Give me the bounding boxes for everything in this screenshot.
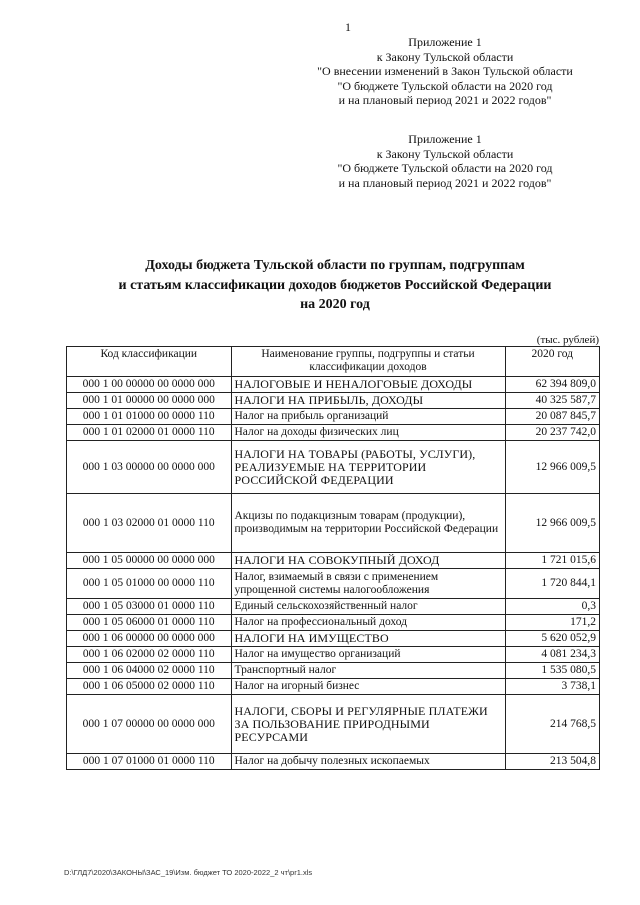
- table-header-row: [67, 347, 600, 377]
- appendix-line: к Закону Тульской области: [376, 49, 514, 64]
- table-row: [67, 663, 600, 679]
- row-code: 000 1 07 00000 00 0000 000: [67, 695, 232, 754]
- row-name: НАЛОГИ НА СОВОКУПНЫЙ ДОХОД: [231, 553, 505, 569]
- row-value: 12 966 009,5: [505, 441, 600, 494]
- page-number: 1: [345, 20, 351, 34]
- row-name: Налог на прибыль организаций: [231, 409, 505, 425]
- table-row: [67, 647, 600, 663]
- title-line: на 2020 год: [300, 297, 370, 312]
- row-code: 000 1 00 00000 00 0000 000: [67, 377, 232, 393]
- row-name: Транспортный налог: [231, 663, 505, 679]
- table-row: [67, 425, 600, 441]
- table-row: [67, 393, 600, 409]
- row-code: 000 1 05 03000 01 0000 110: [67, 599, 232, 615]
- appendix-old-header: [300, 132, 590, 190]
- row-code: 000 1 01 02000 01 0000 110: [67, 425, 232, 441]
- title-line: и статьям классификации доходов бюджетов Российской Федерации: [118, 277, 552, 293]
- row-code: 000 1 05 00000 00 0000 000: [67, 553, 232, 569]
- row-value: 213 504,8: [505, 754, 600, 770]
- row-name: НАЛОГИ НА ПРИБЫЛЬ, ДОХОДЫ: [231, 393, 505, 409]
- row-value: 1 721 015,6: [505, 553, 600, 569]
- appendix-new-header: [300, 35, 590, 108]
- row-value: 20 237 742,0: [505, 425, 600, 441]
- appendix-line: и на плановый период 2021 и 2022 годов": [338, 93, 552, 107]
- row-value: 1 720 844,1: [505, 569, 600, 599]
- header-name: Наименование группы, подгруппы и статьи классификации доходов: [231, 347, 505, 377]
- row-code: 000 1 01 01000 00 0000 110: [67, 409, 232, 425]
- row-name: НАЛОГОВЫЕ И НЕНАЛОГОВЫЕ ДОХОДЫ: [231, 377, 505, 393]
- row-name: Налог на добычу полезных ископаемых: [231, 754, 505, 770]
- row-value: 20 087 845,7: [505, 409, 600, 425]
- table-row: [67, 599, 600, 615]
- table-row: [67, 409, 600, 425]
- appendix-line: и на плановый период 2021 и 2022 годов": [338, 175, 552, 190]
- row-value: 5 620 052,9: [505, 631, 600, 647]
- row-code: 000 1 01 00000 00 0000 000: [67, 393, 232, 409]
- table-row: [67, 377, 600, 393]
- table-row: [67, 615, 600, 631]
- row-name: Единый сельскохозяйственный налог: [231, 599, 505, 615]
- appendix-line: Приложение 1: [408, 132, 482, 146]
- table-row: [67, 695, 600, 754]
- row-code: 000 1 03 02000 01 0000 110: [67, 494, 232, 553]
- header-year: 2020 год: [505, 347, 600, 377]
- title-line: Доходы бюджета Тульской области по группам, подгруппам: [145, 258, 525, 273]
- file-path-footer: D:\ГЛД7\2020\ЗАКОНЫ\ЗАС_19\Изм. бюджет ТО 2020-2022_2 чт\pr1.xls: [64, 868, 313, 877]
- row-code: 000 1 03 00000 00 0000 000: [67, 441, 232, 494]
- appendix-line: "О бюджете Тульской области на 2020 год: [337, 78, 553, 93]
- row-value: 1 535 080,5: [505, 663, 600, 679]
- row-name: Налог на доходы физических лиц: [231, 425, 505, 441]
- table-row: [67, 754, 600, 770]
- row-name: НАЛОГИ, СБОРЫ И РЕГУЛЯРНЫЕ ПЛАТЕЖИ ЗА ПОЛЬЗОВАНИЕ ПРИРОДНЫМИ РЕСУРСАМИ: [231, 695, 505, 754]
- row-value: 214 768,5: [505, 695, 600, 754]
- row-name: Налог на имущество организаций: [231, 647, 505, 663]
- appendix-line: "О бюджете Тульской области на 2020 год: [337, 161, 553, 175]
- row-name: Акцизы по подакцизным товарам (продукции), производимым на территории Российской Федерации: [231, 494, 505, 553]
- table-row: [67, 553, 600, 569]
- income-table: [66, 346, 600, 770]
- document-title: [80, 256, 590, 315]
- row-code: 000 1 06 00000 00 0000 000: [67, 631, 232, 647]
- row-value: 12 966 009,5: [505, 494, 600, 553]
- appendix-line: Приложение 1: [408, 35, 482, 49]
- row-value: 0,3: [505, 599, 600, 615]
- table-row: [67, 569, 600, 599]
- appendix-line: "О внесении изменений в Закон Тульской области: [317, 64, 573, 78]
- row-value: 62 394 809,0: [505, 377, 600, 393]
- row-name: НАЛОГИ НА ИМУЩЕСТВО: [231, 631, 505, 647]
- table-row: [67, 679, 600, 695]
- row-value: 40 325 587,7: [505, 393, 600, 409]
- row-value: 171,2: [505, 615, 600, 631]
- row-code: 000 1 07 01000 01 0000 110: [67, 754, 232, 770]
- row-name: Налог на игорный бизнес: [231, 679, 505, 695]
- row-value: 4 081 234,3: [505, 647, 600, 663]
- row-code: 000 1 06 02000 02 0000 110: [67, 647, 232, 663]
- row-code: 000 1 06 05000 02 0000 110: [67, 679, 232, 695]
- table-row: [67, 441, 600, 494]
- row-code: 000 1 05 01000 00 0000 110: [67, 569, 232, 599]
- row-name: Налог, взимаемый в связи с применением упрощенной системы налогообложения: [231, 569, 505, 599]
- table-row: [67, 494, 600, 553]
- row-name: Налог на профессиональный доход: [231, 615, 505, 631]
- header-code: Код классификации: [67, 347, 232, 377]
- units-label: (тыс. рублей): [536, 334, 599, 346]
- row-code: 000 1 06 04000 02 0000 110: [67, 663, 232, 679]
- row-value: 3 738,1: [505, 679, 600, 695]
- appendix-line: к Закону Тульской области: [376, 146, 514, 161]
- table-row: [67, 631, 600, 647]
- row-name: НАЛОГИ НА ТОВАРЫ (РАБОТЫ, УСЛУГИ), РЕАЛИЗУЕМЫЕ НА ТЕРРИТОРИИ РОССИЙСКОЙ ФЕДЕРАЦИИ: [231, 441, 505, 494]
- row-code: 000 1 05 06000 01 0000 110: [67, 615, 232, 631]
